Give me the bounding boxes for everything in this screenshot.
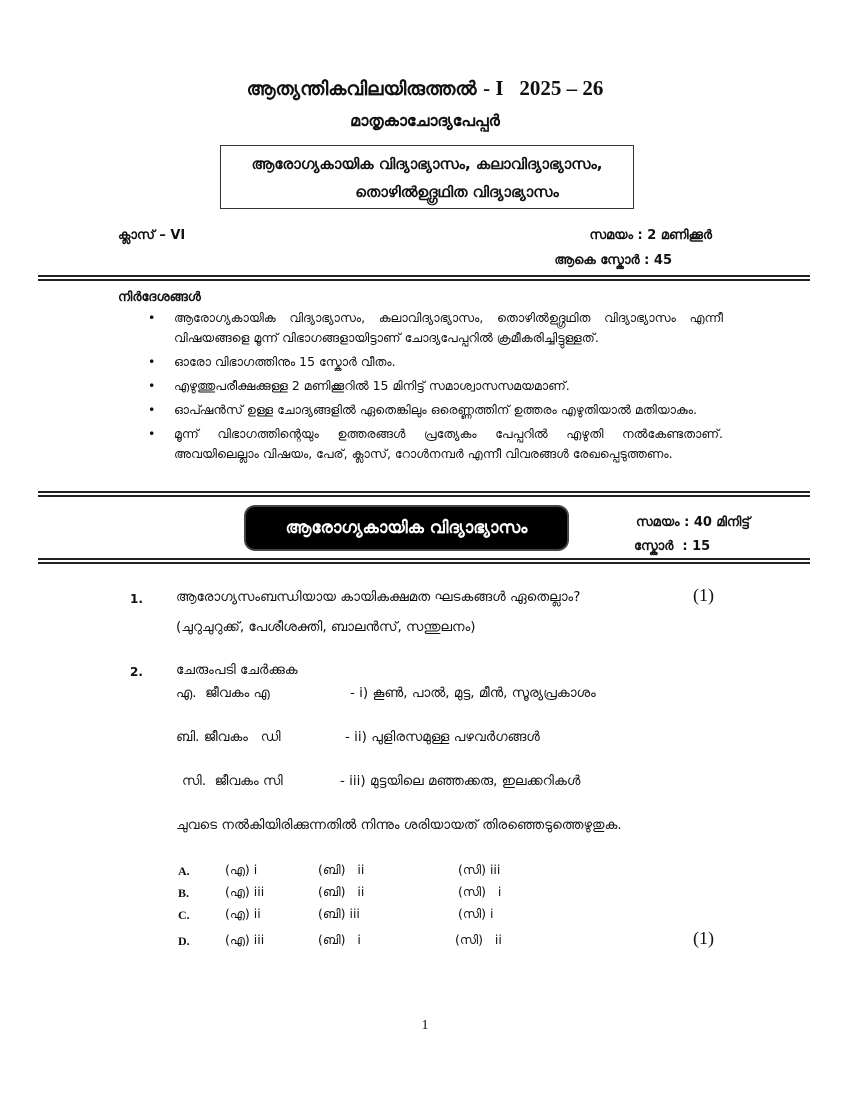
instruction-text: ആരോഗ്യകായിക വിദ്യാഭ്യാസം, കലാവിദ്യാഭ്യാസം, തൊഴിൽഉദ്ഗ്രഥിത വിദ്യാഭ്യാസം എന്നീ വിഷയങ്ങളെ മൂന്ന് വിഭാഗങ്ങളായിട്ടാണ് ചോദ്യപേപ്പറിൽ ക്രമീകരിച്ചിട്ടുള്ളത്. <box>174 310 723 345</box>
question-number: 1. <box>130 592 143 606</box>
option-label: D. <box>178 934 190 948</box>
option-a: (എ) ii <box>225 906 261 921</box>
question-hint: (ചുറുചുറുക്ക്, പേശീശക്തി, ബാലൻസ്, സന്തുലനം) <box>176 619 476 635</box>
option-a: (എ) iii <box>225 932 265 947</box>
bullet-icon: • <box>148 354 156 369</box>
instruction-item <box>148 352 723 372</box>
bullet-icon: • <box>148 402 156 417</box>
option-b: (ബി) ii <box>318 884 365 899</box>
bullet-icon: • <box>148 426 156 441</box>
question-marks: (1) <box>693 928 714 948</box>
exam-subtitle: മാതൃകാചോദ്യപേപ്പർ <box>350 111 500 130</box>
exam-time: സമയം : 2 മണിക്കൂർ <box>589 228 712 243</box>
instruction-item <box>148 400 723 420</box>
bullet-icon: • <box>148 310 156 325</box>
match-right: - ii) പുളിരസമുള്ള പഴവർഗങ്ങൾ <box>345 729 540 745</box>
divider <box>38 558 810 564</box>
option-c: (സി) ii <box>455 932 502 947</box>
match-left: എ. ജീവകം എ <box>176 685 270 701</box>
option-a: (എ) iii <box>225 884 265 899</box>
instruction-text: ഓപ്ഷൻസ് ഉള്ള ചോദ്യങ്ങളിൽ ഏതെങ്കിലും ഒരെണ്ണത്തിന് ഉത്തരം എഴുതിയാൽ മതിയാകും. <box>174 402 697 417</box>
option-b: (ബി) i <box>318 932 361 947</box>
instruction-text: എഴുത്തുപരീക്ഷക്കുള്ള 2 മണിക്കൂറിൽ 15 മിനിട്ട് സമാശ്വാസസമയമാണ്. <box>174 378 570 393</box>
instruction-item <box>148 376 723 396</box>
page-number: 1 <box>421 1018 429 1033</box>
exam-title-text: ആത്യന്തികവിലയിരുത്തൽ <box>246 78 477 100</box>
instruction-text: ഓരോ വിഭാഗത്തിനും 15 സ്കോർ വീതം. <box>174 354 396 369</box>
question-marks: (1) <box>693 585 714 605</box>
class-label: ക്ലാസ് – VI <box>118 228 186 243</box>
subjects-line-2: തൊഴിൽഉദ്ഗ്രഥിത വിദ്യാഭ്യാസം <box>355 183 559 201</box>
section-title: ആരോഗ്യകായിക വിദ്യാഭ്യാസം <box>246 507 567 549</box>
instruction-text: മൂന്ന് വിഭാഗത്തിന്റെയും ഉത്തരങ്ങൾ പ്രത്യേകം പേപ്പറിൽ എഴുതി നൽകേണ്ടതാണ്. അവയിലെല്ലാം വിഷയം, പേര്, ക്ലാസ്, റോൾനമ്പർ എന്നീ വിവരങ്ങൾ രേഖപ്പെടുത്തണം. <box>174 426 723 461</box>
divider <box>38 491 810 497</box>
option-a: (എ) i <box>225 862 258 877</box>
section-time: സമയം : 40 മിനിട്ട് <box>636 515 751 530</box>
instruction-item <box>148 308 723 348</box>
instruction-item <box>148 424 723 464</box>
instructions-heading: നിർദേശങ്ങൾ <box>118 290 201 305</box>
match-left: സി. ജീവകം സി <box>182 773 283 789</box>
option-c: (സി) i <box>458 906 494 921</box>
question-text: ആരോഗ്യസംബന്ധിയായ കായികക്ഷമത ഘടകങ്ങൾ ഏതെല്ലാം? <box>176 589 581 605</box>
subjects-line-1: ആരോഗ്യകായിക വിദ്യാഭ്യാസം, കലാവിദ്യാഭ്യാസം, <box>251 155 603 173</box>
divider <box>38 275 810 281</box>
option-label: C. <box>178 908 190 922</box>
option-c: (സി) iii <box>458 862 501 877</box>
option-c: (സി) i <box>458 884 502 899</box>
exam-title <box>0 76 850 101</box>
instructions-list <box>148 308 723 468</box>
subjects-box <box>220 145 634 209</box>
option-label: A. <box>178 864 190 878</box>
option-label: B. <box>178 886 190 900</box>
section-score: സ്കോർ : 15 <box>634 539 711 554</box>
question-number: 2. <box>130 665 143 679</box>
total-score: ആകെ സ്കോർ : 45 <box>554 253 672 268</box>
question-instruction: ചുവടെ നൽകിയിരിക്കുന്നതിൽ നിന്നും ശരിയായത് തിരഞ്ഞെടുത്തെഴുതുക. <box>176 817 622 833</box>
match-right: - iii) മുട്ടയിലെ മഞ്ഞക്കരു, ഇലക്കറികൾ <box>340 773 581 789</box>
bullet-icon: • <box>148 378 156 393</box>
exam-term: - I 2025 – 26 <box>483 76 604 100</box>
match-left: ബി. ജീവകം ഡി <box>176 729 281 745</box>
match-right: - i) കൂൺ, പാൽ, മുട്ട, മീൻ, സൂര്യപ്രകാശം <box>350 685 596 701</box>
question-text: ചേരുംപടി ചേർക്കുക <box>176 662 298 678</box>
option-b: (ബി) ii <box>318 862 365 877</box>
option-b: (ബി) iii <box>318 906 360 921</box>
